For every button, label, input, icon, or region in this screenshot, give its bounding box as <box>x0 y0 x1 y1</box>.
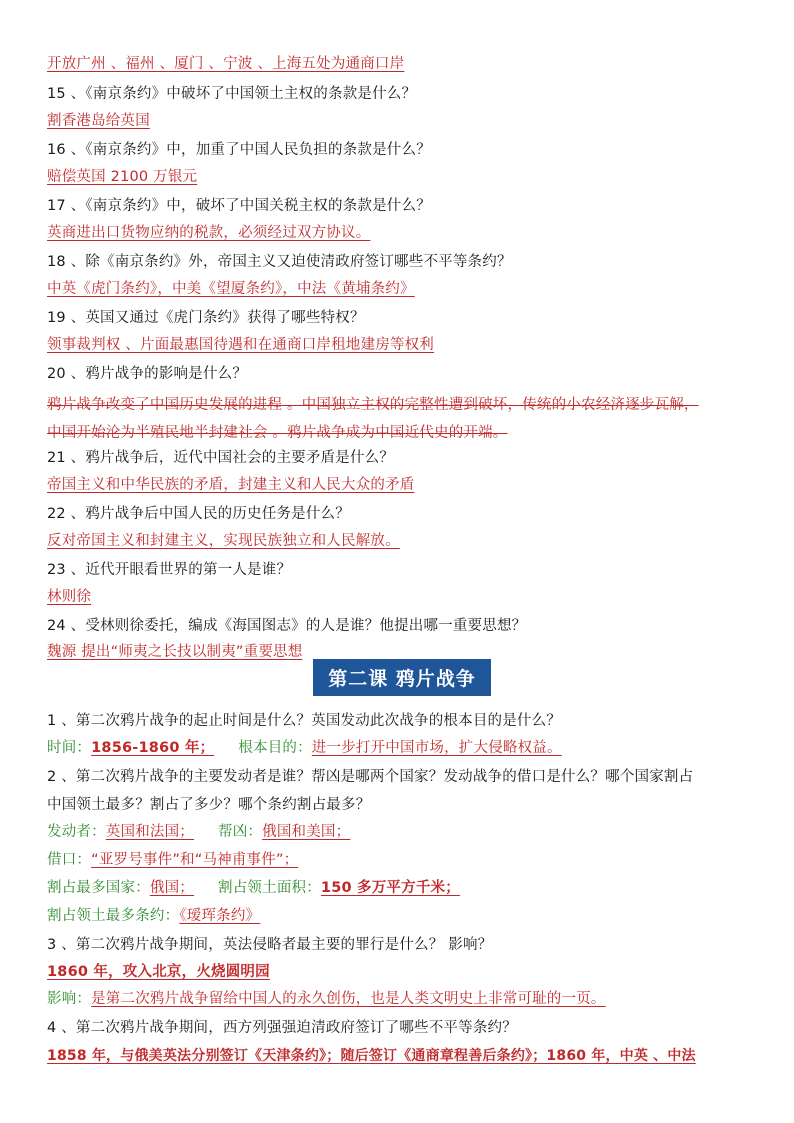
answer-20-line2: 中国开始沦为半殖民地半封建社会 。鸦片战争成为中国近代史的开端。 <box>47 425 508 441</box>
answer-24: 魏源 提出“师夷之长技以制夷”重要思想 <box>47 644 303 660</box>
label-pretext: 借口： <box>47 852 92 868</box>
lesson-title-banner: 第二课 鸦片战争 <box>313 659 491 696</box>
answer-18: 中英《虎门条约》，中美《望厦条约》，中法《黄埔条约》 <box>47 281 415 297</box>
value-purpose: 进一步打开中国市场，扩大侵略权益。 <box>311 740 562 756</box>
label-treaty: 割占领土最多条约： <box>47 908 180 924</box>
l2-question-2-line2: 中国领土最多？割占了多少？哪个条约割占最多？ <box>47 797 371 813</box>
question-19: 19 、英国又通过《虎门条约》获得了哪些特权？ <box>47 310 365 326</box>
question-17: 17 、《南京条约》中，破坏了中国关税主权的条款是什么？ <box>47 198 431 214</box>
l2-answer-1 <box>47 737 562 759</box>
value-accomplice: 俄国和美国； <box>262 824 351 840</box>
label-most-land-country: 割占最多国家： <box>47 880 150 896</box>
l2-answer-2-line2 <box>47 849 298 871</box>
l2-answer-3-impact <box>47 988 606 1010</box>
l2-answer-2-line1 <box>47 821 350 843</box>
l2-question-2-line1: 2 、第二次鸦片战争的主要发动者是谁？帮凶是哪两个国家？发动战争的借口是什么？哪个国家割占 <box>47 769 694 785</box>
label-initiator: 发动者： <box>47 824 106 840</box>
label-accomplice: 帮凶： <box>218 824 263 840</box>
answer-20-line1: 鸦片战争改变了中国历史发展的进程 。中国独立主权的完整性遭到破坏，传统的小农经济逐步瓦解， <box>47 397 699 413</box>
l2-answer-2-line4 <box>47 905 260 927</box>
question-21: 21 、鸦片战争后，近代中国社会的主要矛盾是什么？ <box>47 450 395 466</box>
answer-16: 赔偿英国 2100 万银元 <box>47 169 198 185</box>
l2-question-4: 4 、第二次鸦片战争期间，西方列强强迫清政府签订了哪些不平等条约？ <box>47 1020 517 1036</box>
value-treaty: 《瑷珲条约》 <box>179 908 261 924</box>
question-15: 15 、《南京条约》中破坏了中国领土主权的条款是什么？ <box>47 86 417 102</box>
answer-22: 反对帝国主义和封建主义，实现民族独立和人民解放。 <box>47 533 400 549</box>
l2-answer-4: 1858 年，与俄美英法分别签订《天津条约》；随后签订《通商章程善后条约》；1860 年，中英 、中法 <box>47 1048 696 1064</box>
l2-answer-2-line3 <box>47 877 460 899</box>
answer-23: 林则徐 <box>47 589 92 605</box>
value-initiator: 英国和法国； <box>105 824 195 840</box>
value-time: 1856-1860 年； <box>91 740 215 756</box>
answer-15: 割香港岛给英国 <box>47 113 150 129</box>
answer-19: 领事裁判权 、片面最惠国待遇和在通商口岸租地建房等权利 <box>47 337 435 353</box>
l2-question-1: 1 、第二次鸦片战争的起止时间是什么？英国发动此次战争的根本目的是什么？ <box>47 713 562 729</box>
question-16: 16 、《南京条约》中，加重了中国人民负担的条款是什么？ <box>47 142 431 158</box>
value-impact: 是第二次鸦片战争留给中国人的永久创伤，也是人类文明史上非常可耻的一页。 <box>91 991 606 1007</box>
answer-14: 开放广州 、福州 、厦门 、宁波 、上海五处为通商口岸 <box>47 56 405 72</box>
label-time: 时间： <box>47 740 92 756</box>
label-impact: 影响： <box>47 991 92 1007</box>
value-area: 150 多万平方千米； <box>320 880 460 896</box>
answer-17: 英商进出口货物应纳的税款，必须经过双方协议。 <box>47 225 371 241</box>
value-most-land-country: 俄国； <box>149 880 195 896</box>
label-area: 割占领土面积： <box>218 880 321 896</box>
answer-21: 帝国主义和中华民族的矛盾，封建主义和人民大众的矛盾 <box>47 477 415 493</box>
value-pretext: “亚罗号事件”和“马神甫事件”； <box>91 852 299 868</box>
l2-answer-3: 1860 年，攻入北京，火烧圆明园 <box>47 964 270 980</box>
question-18: 18 、除《南京条约》外，帝国主义又迫使清政府签订哪些不平等条约？ <box>47 254 512 270</box>
question-23: 23 、近代开眼看世界的第一人是谁？ <box>47 562 292 578</box>
label-purpose: 根本目的： <box>238 740 312 756</box>
question-24: 24 、受林则徐委托，编成《海国图志》的人是谁？他提出哪一重要思想？ <box>47 618 527 634</box>
question-20: 20 、鸦片战争的影响是什么？ <box>47 366 248 382</box>
l2-question-3: 3 、第二次鸦片战争期间，英法侵略者最主要的罪行是什么？ 影响？ <box>47 937 493 953</box>
question-22: 22 、鸦片战争后中国人民的历史任务是什么？ <box>47 506 350 522</box>
